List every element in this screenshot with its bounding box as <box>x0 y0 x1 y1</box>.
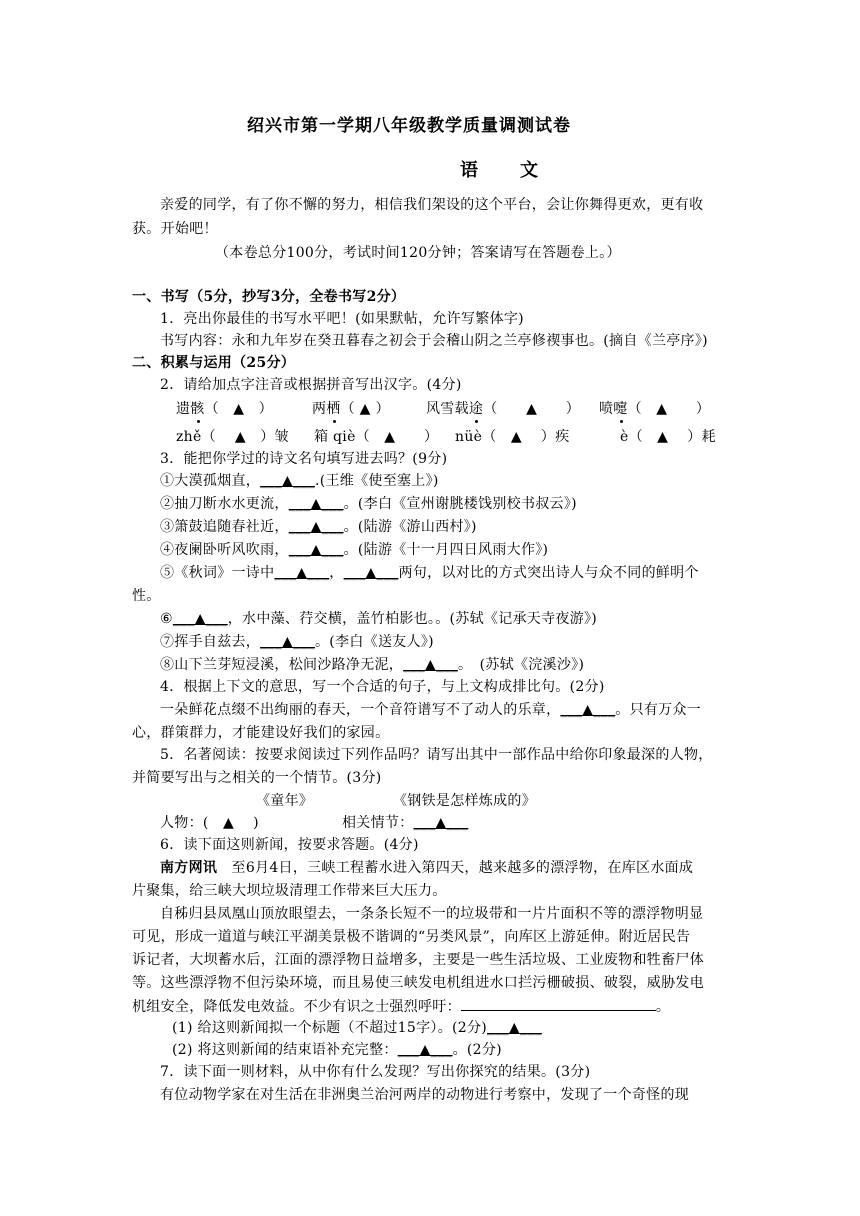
q6-news-p2-line-2: 可见，形成一道道与峡江平湖美景极不谐调的“另类风景”，向库区上游延伸。附近居民告 <box>132 929 691 945</box>
q6-news-p2-line-5: 机组安全，降低发电效益。不少有识之士强烈呼吁： 。 <box>132 996 670 1017</box>
q6-sub-1: (1) 给这则新闻拟一个标题（不超过15字）。(2分)___▲___ <box>172 1020 542 1036</box>
q6-news-p1-line-2: 片聚集，给三峡大坝垃圾清理工作带来巨大压力。 <box>132 883 447 899</box>
emphasis-dot <box>191 399 205 419</box>
news-source: 南方网讯 <box>160 860 218 876</box>
q3-item-5-continued: 性。 <box>132 588 161 604</box>
q3-item-5: ⑤《秋词》一诗中___▲___，___▲___两句，以对比的方式突出诗人与众不同的鲜明个 <box>160 565 699 581</box>
intro-line-2: 获。开始吧！ <box>132 221 218 237</box>
q5-book-1: 《童年》 <box>256 793 314 809</box>
q6-news-p2-line-4: 等。这些漂浮物不但污染环境，而且易使三峡发电机组进水口拦污栅破损、破裂，威胁发电 <box>132 975 704 991</box>
q3-item-2: ②抽刀断水水更流，___▲___。(李白《宣州谢朓楼饯别校书叔云》) <box>160 496 577 512</box>
exam-title: 绍兴市第一学期八年级教学质量调测试卷 <box>247 116 571 136</box>
q5-stem-2: 并简要写出与之相关的一个情节。(3分) <box>132 770 382 786</box>
q4-stem: 4．根据上下文的意思，写一个合适的句子，与上文构成排比句。(2分) <box>160 679 605 695</box>
section-2-heading: 二、积累与运用（25分） <box>132 355 296 371</box>
q4-line-2: 心，群策群力，才能建设好我们的家园。 <box>132 725 390 741</box>
q4-line-1: 一朵鲜花点缀不出绚丽的春天，一个音符谱写不了动人的乐章，___▲___。只有万众一 <box>160 702 702 718</box>
q7-stem: 7．读下面一则材料，从中你有什么发现？写出你探究的结果。(3分) <box>160 1064 591 1080</box>
q3-item-1: ①大漠孤烟直，___▲___.(王维《使至塞上》) <box>160 473 439 489</box>
q2-item: 箱 qiè（ ▲ ） <box>314 429 439 445</box>
q1-stem: 1．亮出你最佳的书写水平吧！(如果默帖，允许写繁体字) <box>160 311 524 327</box>
q2-item: è（ ▲ ）耗 <box>620 429 716 445</box>
intro-line-1: 亲爱的同学，有了你不懈的努力，相信我们架设的这个平台，会让你舞得更欢，更有收 <box>160 197 704 213</box>
q2-item: 喷嚏（ ▲ ） <box>599 401 711 417</box>
q5-book-2: 《钢铁是怎样炼成的》 <box>393 793 536 809</box>
q3-item-6: ⑥___▲___，水中藻、荇交横，盖竹柏影也。。(苏轼《记承天寺夜游》) <box>160 611 598 627</box>
q6-stem: 6．读下面这则新闻，按要求答题。(4分) <box>160 837 419 853</box>
q6-sub-2: (2) 将这则新闻的结束语补充完整：___▲___。(2分) <box>172 1042 502 1058</box>
q1-content: 书写内容：永和九年岁在癸丑暮春之初会于会稽山阴之兰亭修禊事也。(摘自《兰亭序》) <box>160 333 708 349</box>
q5-plot: 相关情节：___▲___ <box>342 815 469 831</box>
q7-line-1: 有位动物学家在对生活在非洲奥兰治河两岸的动物进行考察中，发现了一个奇怪的现 <box>160 1087 690 1103</box>
q2-stem: 2．请给加点字注音或根据拼音写出汉字。(4分) <box>160 377 462 393</box>
q3-item-8: ⑧山下兰芽短浸溪，松间沙路净无泥，___▲___。 (苏轼《浣溪沙》) <box>160 657 585 673</box>
q2-item: zhě（ ▲ ）皱 <box>176 429 289 445</box>
q3-item-4: ④夜阑卧听风吹雨，___▲___。(陆游《十一月四日风雨大作》) <box>160 542 549 558</box>
q3-item-3: ③箫鼓追随春社近，___▲___。(陆游《游山西村》) <box>160 519 477 535</box>
q2-item: 风雪载途（ ▲ ） <box>426 401 581 417</box>
q3-stem: 3．能把你学过的诗文名句填写进去吗？(9分) <box>160 451 448 467</box>
emphasis-dot <box>614 399 628 419</box>
emphasis-dot <box>327 399 341 419</box>
q2-item: 遗骸（ ▲ ） <box>176 401 273 417</box>
q2-item: 两栖（ ▲ ） <box>312 401 390 417</box>
q6-news-p2-line-1: 自秭归县凤凰山顶放眼望去，一条条长短不一的垃圾带和一片片面积不等的漂浮物明显 <box>160 906 704 922</box>
subject-title: 语 文 <box>460 160 540 181</box>
section-1-heading: 一、书写（5分，抄写3分，全卷书写2分） <box>132 289 406 305</box>
emphasis-dot <box>469 399 483 419</box>
q6-news-p2-line-3: 诉记者，大坝蓄水后，江面的漂浮物日益增多，主要是一些生活垃圾、工业废物和牲畜尸体 <box>132 952 704 968</box>
q5-person: 人物：( ▲ ) <box>160 815 259 831</box>
intro-note: （本卷总分100分，考试时间120分钟；答案请写在答题卷上。） <box>215 245 621 261</box>
q6-news-p1-line-1: 南方网讯 至6月4日，三峡工程蓄水进入第四天，越来越多的漂浮物，在库区水面成 <box>160 860 694 876</box>
q2-item: nüè（ ▲ ）疾 <box>455 429 570 445</box>
q3-item-7: ⑦挥手自兹去，___▲___。(李白《送友人》) <box>160 634 434 650</box>
q5-stem-1: 5．名著阅读：按要求阅读过下列作品吗？请写出其中一部作品中给你印象最深的人物， <box>160 747 713 763</box>
answer-blank-line <box>461 996 656 1011</box>
